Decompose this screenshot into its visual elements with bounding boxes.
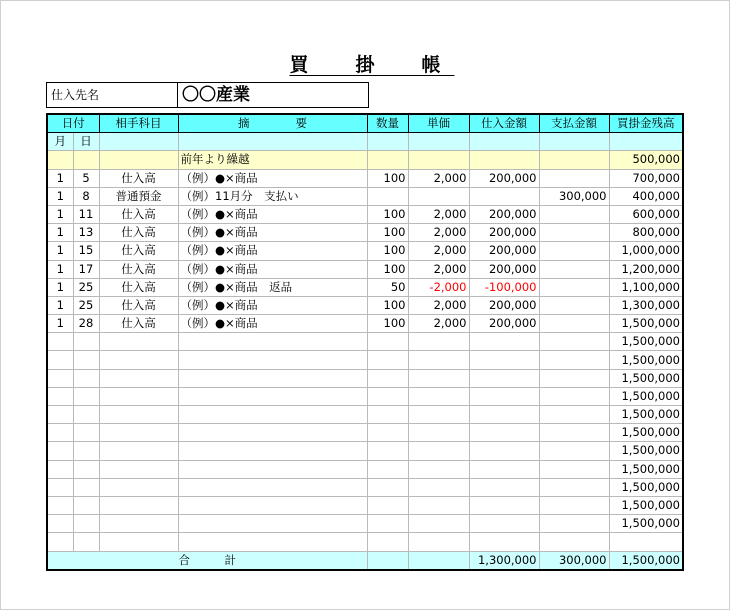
cell-account[interactable] (99, 533, 178, 551)
header-purchase: 仕入金額 (469, 114, 539, 133)
cell-purchase[interactable] (469, 424, 539, 442)
cell-qty[interactable] (367, 387, 408, 405)
cell-unit-price[interactable] (408, 151, 469, 169)
subheader-cell (367, 133, 408, 151)
cell-qty[interactable]: 100 (367, 205, 408, 223)
cell-description[interactable] (178, 351, 367, 369)
cell-payment[interactable] (539, 205, 609, 223)
cell-description[interactable]: （例）●×商品 (178, 242, 367, 260)
cell-unit-price[interactable]: 2,000 (408, 315, 469, 333)
cell-day[interactable] (73, 151, 99, 169)
cell-month[interactable] (47, 369, 73, 387)
table-row (47, 315, 683, 333)
cell-balance[interactable]: 700,000 (609, 169, 683, 187)
cell-balance[interactable]: 1,100,000 (609, 278, 683, 296)
cell-purchase[interactable] (469, 533, 539, 551)
header-unit-price: 単価 (408, 114, 469, 133)
cell-description[interactable] (178, 533, 367, 551)
cell-description[interactable] (178, 369, 367, 387)
cell-month[interactable] (47, 406, 73, 424)
header-day: 日 (73, 133, 99, 151)
total-qty (367, 551, 408, 570)
carry-forward-balance[interactable]: 500,000 (609, 151, 683, 169)
cell-payment[interactable] (539, 169, 609, 187)
cell-balance[interactable]: 1,500,000 (609, 351, 683, 369)
header-payment: 支払金額 (539, 114, 609, 133)
cell-qty[interactable] (367, 442, 408, 460)
cell-description[interactable]: （例）●×商品 (178, 224, 367, 242)
cell-balance[interactable]: 1,500,000 (609, 478, 683, 496)
cell-description[interactable] (178, 515, 367, 533)
subheader-row (47, 133, 683, 151)
table-row (47, 351, 683, 369)
cell-balance[interactable]: 600,000 (609, 205, 683, 223)
cell-payment[interactable] (539, 260, 609, 278)
cell-account[interactable] (99, 387, 178, 405)
cell-unit-price[interactable]: 2,000 (408, 242, 469, 260)
cell-day[interactable] (73, 406, 99, 424)
cell-day[interactable] (73, 496, 99, 514)
subheader-cell (539, 133, 609, 151)
cell-balance[interactable]: 1,500,000 (609, 315, 683, 333)
cell-qty[interactable] (367, 478, 408, 496)
cell-description[interactable] (178, 424, 367, 442)
cell-qty[interactable] (367, 460, 408, 478)
cell-month[interactable] (47, 496, 73, 514)
cell-balance[interactable]: 1,500,000 (609, 369, 683, 387)
subheader-cell (178, 133, 367, 151)
cell-unit-price[interactable]: 2,000 (408, 296, 469, 314)
cell-day[interactable] (73, 369, 99, 387)
cell-purchase[interactable]: -100,000 (469, 278, 539, 296)
cell-purchase[interactable] (469, 478, 539, 496)
cell-month[interactable]: 1 (47, 260, 73, 278)
cell-account[interactable]: 仕入高 (99, 242, 178, 260)
cell-payment[interactable] (539, 424, 609, 442)
cell-description[interactable] (178, 387, 367, 405)
cell-payment[interactable] (539, 460, 609, 478)
cell-day[interactable] (73, 351, 99, 369)
cell-purchase[interactable] (469, 369, 539, 387)
cell-day[interactable]: 25 (73, 278, 99, 296)
cell-account[interactable]: 仕入高 (99, 205, 178, 223)
cell-qty[interactable]: 100 (367, 242, 408, 260)
cell-month[interactable] (47, 442, 73, 460)
cell-balance[interactable]: 1,500,000 (609, 442, 683, 460)
cell-account[interactable] (99, 351, 178, 369)
cell-month[interactable]: 1 (47, 296, 73, 314)
cell-qty[interactable]: 100 (367, 169, 408, 187)
cell-balance[interactable]: 1,500,000 (609, 387, 683, 405)
cell-month[interactable] (47, 460, 73, 478)
header-description: 摘 要 (178, 114, 367, 133)
cell-unit-price[interactable] (408, 351, 469, 369)
cell-balance[interactable] (609, 533, 683, 551)
cell-payment[interactable] (539, 496, 609, 514)
cell-balance[interactable]: 1,500,000 (609, 406, 683, 424)
table-row (47, 169, 683, 187)
cell-account[interactable] (99, 424, 178, 442)
header-date: 日付 (47, 114, 99, 133)
cell-day[interactable] (73, 424, 99, 442)
cell-balance[interactable]: 400,000 (609, 187, 683, 205)
cell-description[interactable] (178, 406, 367, 424)
cell-unit-price[interactable] (408, 496, 469, 514)
subheader-cell (609, 133, 683, 151)
ledger-table (46, 113, 684, 571)
title-text: 買 掛 帳 (289, 54, 455, 76)
cell-purchase[interactable] (469, 387, 539, 405)
cell-purchase[interactable]: 200,000 (469, 260, 539, 278)
cell-month[interactable]: 1 (47, 278, 73, 296)
header-row (47, 114, 683, 133)
cell-balance[interactable]: 800,000 (609, 224, 683, 242)
cell-description[interactable]: （例）●×商品 (178, 315, 367, 333)
total-balance: 1,500,000 (609, 551, 683, 570)
cell-account[interactable] (99, 442, 178, 460)
cell-month[interactable]: 1 (47, 169, 73, 187)
cell-payment[interactable] (539, 442, 609, 460)
cell-qty[interactable]: 50 (367, 278, 408, 296)
cell-purchase[interactable] (469, 151, 539, 169)
cell-qty[interactable] (367, 151, 408, 169)
cell-account[interactable]: 仕入高 (99, 315, 178, 333)
total-payment: 300,000 (539, 551, 609, 570)
cell-day[interactable] (73, 478, 99, 496)
cell-payment[interactable] (539, 369, 609, 387)
cell-description[interactable]: （例）●×商品 (178, 296, 367, 314)
cell-qty[interactable] (367, 406, 408, 424)
cell-day[interactable]: 5 (73, 169, 99, 187)
cell-unit-price[interactable] (408, 460, 469, 478)
cell-purchase[interactable] (469, 442, 539, 460)
cell-unit-price[interactable] (408, 478, 469, 496)
cell-payment[interactable] (539, 242, 609, 260)
table-row (47, 515, 683, 533)
cell-day[interactable] (73, 515, 99, 533)
cell-day[interactable] (73, 387, 99, 405)
cell-description[interactable]: （例）●×商品 (178, 205, 367, 223)
cell-balance[interactable]: 1,200,000 (609, 260, 683, 278)
cell-qty[interactable]: 100 (367, 296, 408, 314)
cell-payment[interactable] (539, 333, 609, 351)
carry-forward-label[interactable]: 前年より繰越 (178, 151, 367, 169)
table-row (47, 260, 683, 278)
cell-account[interactable] (99, 478, 178, 496)
cell-payment[interactable] (539, 351, 609, 369)
table-row (47, 406, 683, 424)
table-row (47, 533, 683, 551)
cell-account[interactable]: 仕入高 (99, 224, 178, 242)
cell-unit-price[interactable] (408, 533, 469, 551)
cell-day[interactable]: 15 (73, 242, 99, 260)
cell-account[interactable] (99, 515, 178, 533)
cell-payment[interactable] (539, 315, 609, 333)
cell-payment[interactable] (539, 278, 609, 296)
cell-purchase[interactable] (469, 515, 539, 533)
cell-day[interactable]: 11 (73, 205, 99, 223)
cell-payment[interactable] (539, 406, 609, 424)
cell-unit-price[interactable] (408, 187, 469, 205)
header-balance: 買掛金残高 (609, 114, 683, 133)
cell-unit-price[interactable]: 2,000 (408, 260, 469, 278)
total-purchase: 1,300,000 (469, 551, 539, 570)
cell-payment[interactable] (539, 478, 609, 496)
cell-unit-price[interactable]: 2,000 (408, 169, 469, 187)
cell-day[interactable] (73, 333, 99, 351)
cell-qty[interactable]: 100 (367, 224, 408, 242)
table-row (47, 187, 683, 205)
table-row (47, 278, 683, 296)
cell-unit-price[interactable]: 2,000 (408, 205, 469, 223)
cell-day[interactable]: 25 (73, 296, 99, 314)
cell-qty[interactable] (367, 187, 408, 205)
cell-qty[interactable]: 100 (367, 260, 408, 278)
cell-purchase[interactable]: 200,000 (469, 169, 539, 187)
cell-account[interactable]: 仕入高 (99, 278, 178, 296)
cell-day[interactable] (73, 533, 99, 551)
cell-payment[interactable] (539, 151, 609, 169)
cell-purchase[interactable]: 200,000 (469, 242, 539, 260)
cell-account[interactable] (99, 369, 178, 387)
cell-payment[interactable] (539, 224, 609, 242)
cell-qty[interactable] (367, 533, 408, 551)
cell-description[interactable]: （例）11月分 支払い (178, 187, 367, 205)
cell-month[interactable] (47, 387, 73, 405)
cell-description[interactable]: （例）●×商品 (178, 169, 367, 187)
cell-purchase[interactable]: 200,000 (469, 224, 539, 242)
cell-description[interactable] (178, 333, 367, 351)
cell-month[interactable]: 1 (47, 315, 73, 333)
cell-account[interactable] (99, 333, 178, 351)
cell-balance[interactable]: 1,300,000 (609, 296, 683, 314)
cell-balance[interactable]: 1,500,000 (609, 424, 683, 442)
cell-qty[interactable] (367, 496, 408, 514)
cell-qty[interactable] (367, 369, 408, 387)
cell-month[interactable]: 1 (47, 224, 73, 242)
cell-purchase[interactable] (469, 187, 539, 205)
cell-purchase[interactable]: 200,000 (469, 205, 539, 223)
cell-account[interactable]: 仕入高 (99, 296, 178, 314)
cell-qty[interactable] (367, 333, 408, 351)
cell-unit-price[interactable]: 2,000 (408, 224, 469, 242)
table-row (47, 205, 683, 223)
header-month: 月 (47, 133, 73, 151)
header-qty: 数量 (367, 114, 408, 133)
cell-day[interactable] (73, 460, 99, 478)
cell-qty[interactable]: 100 (367, 315, 408, 333)
supplier-label: 仕入先名 (47, 83, 178, 107)
cell-description[interactable] (178, 496, 367, 514)
cell-purchase[interactable]: 200,000 (469, 296, 539, 314)
table-row (47, 478, 683, 496)
cell-balance[interactable]: 1,000,000 (609, 242, 683, 260)
table-row (47, 296, 683, 314)
cell-description[interactable]: （例）●×商品 返品 (178, 278, 367, 296)
cell-month[interactable] (47, 515, 73, 533)
cell-payment[interactable] (539, 515, 609, 533)
cell-account[interactable]: 仕入高 (99, 260, 178, 278)
cell-qty[interactable] (367, 351, 408, 369)
cell-balance[interactable]: 1,500,000 (609, 515, 683, 533)
cell-day[interactable]: 13 (73, 224, 99, 242)
cell-month[interactable]: 1 (47, 205, 73, 223)
cell-unit-price[interactable] (408, 424, 469, 442)
cell-day[interactable]: 17 (73, 260, 99, 278)
table-row (47, 333, 683, 351)
cell-qty[interactable] (367, 424, 408, 442)
cell-account[interactable] (99, 151, 178, 169)
supplier-name[interactable]: 〇〇産業 (182, 85, 250, 105)
cell-month[interactable]: 1 (47, 242, 73, 260)
subheader-cell (408, 133, 469, 151)
total-label: 合 計 (47, 551, 367, 570)
cell-day[interactable] (73, 442, 99, 460)
table-row (47, 496, 683, 514)
cell-month[interactable] (47, 351, 73, 369)
cell-purchase[interactable] (469, 406, 539, 424)
cell-account[interactable] (99, 460, 178, 478)
page-title (0, 50, 730, 77)
cell-unit-price[interactable] (408, 406, 469, 424)
cell-payment[interactable] (539, 296, 609, 314)
cell-unit-price[interactable] (408, 442, 469, 460)
cell-payment[interactable]: 300,000 (539, 187, 609, 205)
table-row (47, 387, 683, 405)
table-row (47, 424, 683, 442)
cell-payment[interactable] (539, 387, 609, 405)
cell-month[interactable] (47, 478, 73, 496)
cell-purchase[interactable] (469, 351, 539, 369)
cell-day[interactable]: 8 (73, 187, 99, 205)
cell-balance[interactable]: 1,500,000 (609, 333, 683, 351)
subheader-cell (469, 133, 539, 151)
table-row (47, 460, 683, 478)
cell-unit-price[interactable] (408, 333, 469, 351)
table-row (47, 369, 683, 387)
cell-month[interactable] (47, 333, 73, 351)
cell-month[interactable] (47, 424, 73, 442)
cell-day[interactable]: 28 (73, 315, 99, 333)
carry-forward-row (47, 151, 683, 169)
cell-month[interactable]: 1 (47, 187, 73, 205)
cell-balance[interactable]: 1,500,000 (609, 496, 683, 514)
supplier-box (46, 82, 369, 108)
cell-month[interactable] (47, 151, 73, 169)
table-row (47, 224, 683, 242)
cell-account[interactable] (99, 406, 178, 424)
cell-purchase[interactable] (469, 460, 539, 478)
cell-description[interactable] (178, 442, 367, 460)
cell-purchase[interactable] (469, 496, 539, 514)
header-account: 相手科目 (99, 114, 178, 133)
cell-payment[interactable] (539, 533, 609, 551)
cell-account[interactable]: 仕入高 (99, 169, 178, 187)
table-row (47, 442, 683, 460)
cell-unit-price[interactable] (408, 515, 469, 533)
cell-description[interactable]: （例）●×商品 (178, 260, 367, 278)
cell-balance[interactable]: 1,500,000 (609, 460, 683, 478)
cell-purchase[interactable] (469, 333, 539, 351)
cell-purchase[interactable]: 200,000 (469, 315, 539, 333)
cell-account[interactable] (99, 496, 178, 514)
cell-unit-price[interactable] (408, 369, 469, 387)
cell-qty[interactable] (367, 515, 408, 533)
subheader-cell (99, 133, 178, 151)
total-unit-price (408, 551, 469, 570)
cell-month[interactable] (47, 533, 73, 551)
cell-unit-price[interactable]: -2,000 (408, 278, 469, 296)
cell-account[interactable]: 普通預金 (99, 187, 178, 205)
cell-description[interactable] (178, 460, 367, 478)
cell-unit-price[interactable] (408, 387, 469, 405)
total-row (47, 551, 683, 570)
table-row (47, 242, 683, 260)
cell-description[interactable] (178, 478, 367, 496)
